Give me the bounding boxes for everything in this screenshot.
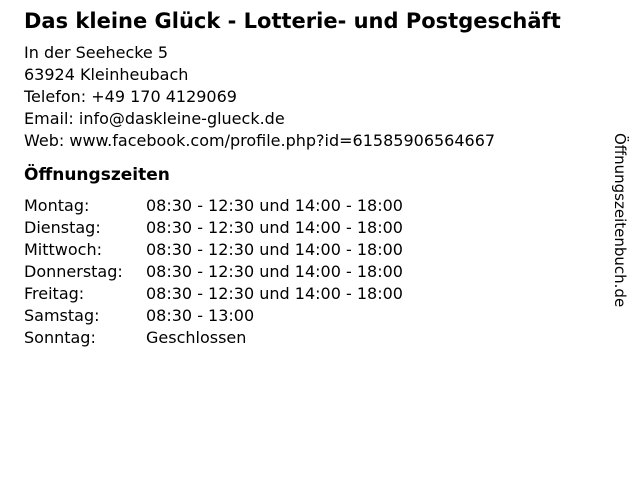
phone-label: Telefon:: [24, 87, 87, 106]
email-label: Email:: [24, 109, 74, 128]
hours-value: 08:30 - 13:00: [146, 306, 255, 325]
hours-value: 08:30 - 12:30 und 14:00 - 18:00: [146, 240, 403, 259]
day-label: Freitag:: [24, 284, 85, 303]
contact-block: [24, 42, 584, 152]
hours-row-sunday: [24, 327, 584, 349]
opening-hours-table: [24, 195, 584, 349]
day-label: Dienstag:: [24, 218, 101, 237]
business-info-panel: [24, 0, 584, 349]
hours-row-thursday: [24, 261, 584, 283]
address-street: In der Seehecke 5: [24, 43, 169, 62]
email-line: [24, 108, 584, 130]
hours-row-saturday: [24, 305, 584, 327]
web-value: www.facebook.com/profile.php?id=61585906564667: [69, 131, 496, 150]
site-branding-vertical-link[interactable]: Öffnungszeitenbuch.de: [611, 133, 629, 308]
phone-value: +49 170 4129069: [91, 87, 237, 106]
hours-value: 08:30 - 12:30 und 14:00 - 18:00: [146, 284, 403, 303]
day-label: Mittwoch:: [24, 240, 102, 259]
address-city: 63924 Kleinheubach: [24, 65, 189, 84]
hours-row-monday: [24, 195, 584, 217]
hours-value: 08:30 - 12:30 und 14:00 - 18:00: [146, 218, 403, 237]
hours-row-tuesday: [24, 217, 584, 239]
hours-value: 08:30 - 12:30 und 14:00 - 18:00: [146, 196, 403, 215]
business-title: Das kleine Glück - Lotterie- und Postgeschäft: [24, 9, 561, 33]
phone-line: [24, 86, 584, 108]
opening-hours-heading: Öffnungszeiten: [24, 165, 170, 185]
hours-value: Geschlossen: [146, 328, 247, 347]
day-label: Sonntag:: [24, 328, 96, 347]
hours-value: 08:30 - 12:30 und 14:00 - 18:00: [146, 262, 403, 281]
day-label: Samstag:: [24, 306, 100, 325]
web-line: [24, 130, 584, 152]
hours-row-friday: [24, 283, 584, 305]
hours-row-wednesday: [24, 239, 584, 261]
day-label: Donnerstag:: [24, 262, 123, 281]
email-value: info@daskleine-glueck.de: [78, 109, 285, 128]
web-label: Web:: [24, 131, 65, 150]
day-label: Montag:: [24, 196, 90, 215]
